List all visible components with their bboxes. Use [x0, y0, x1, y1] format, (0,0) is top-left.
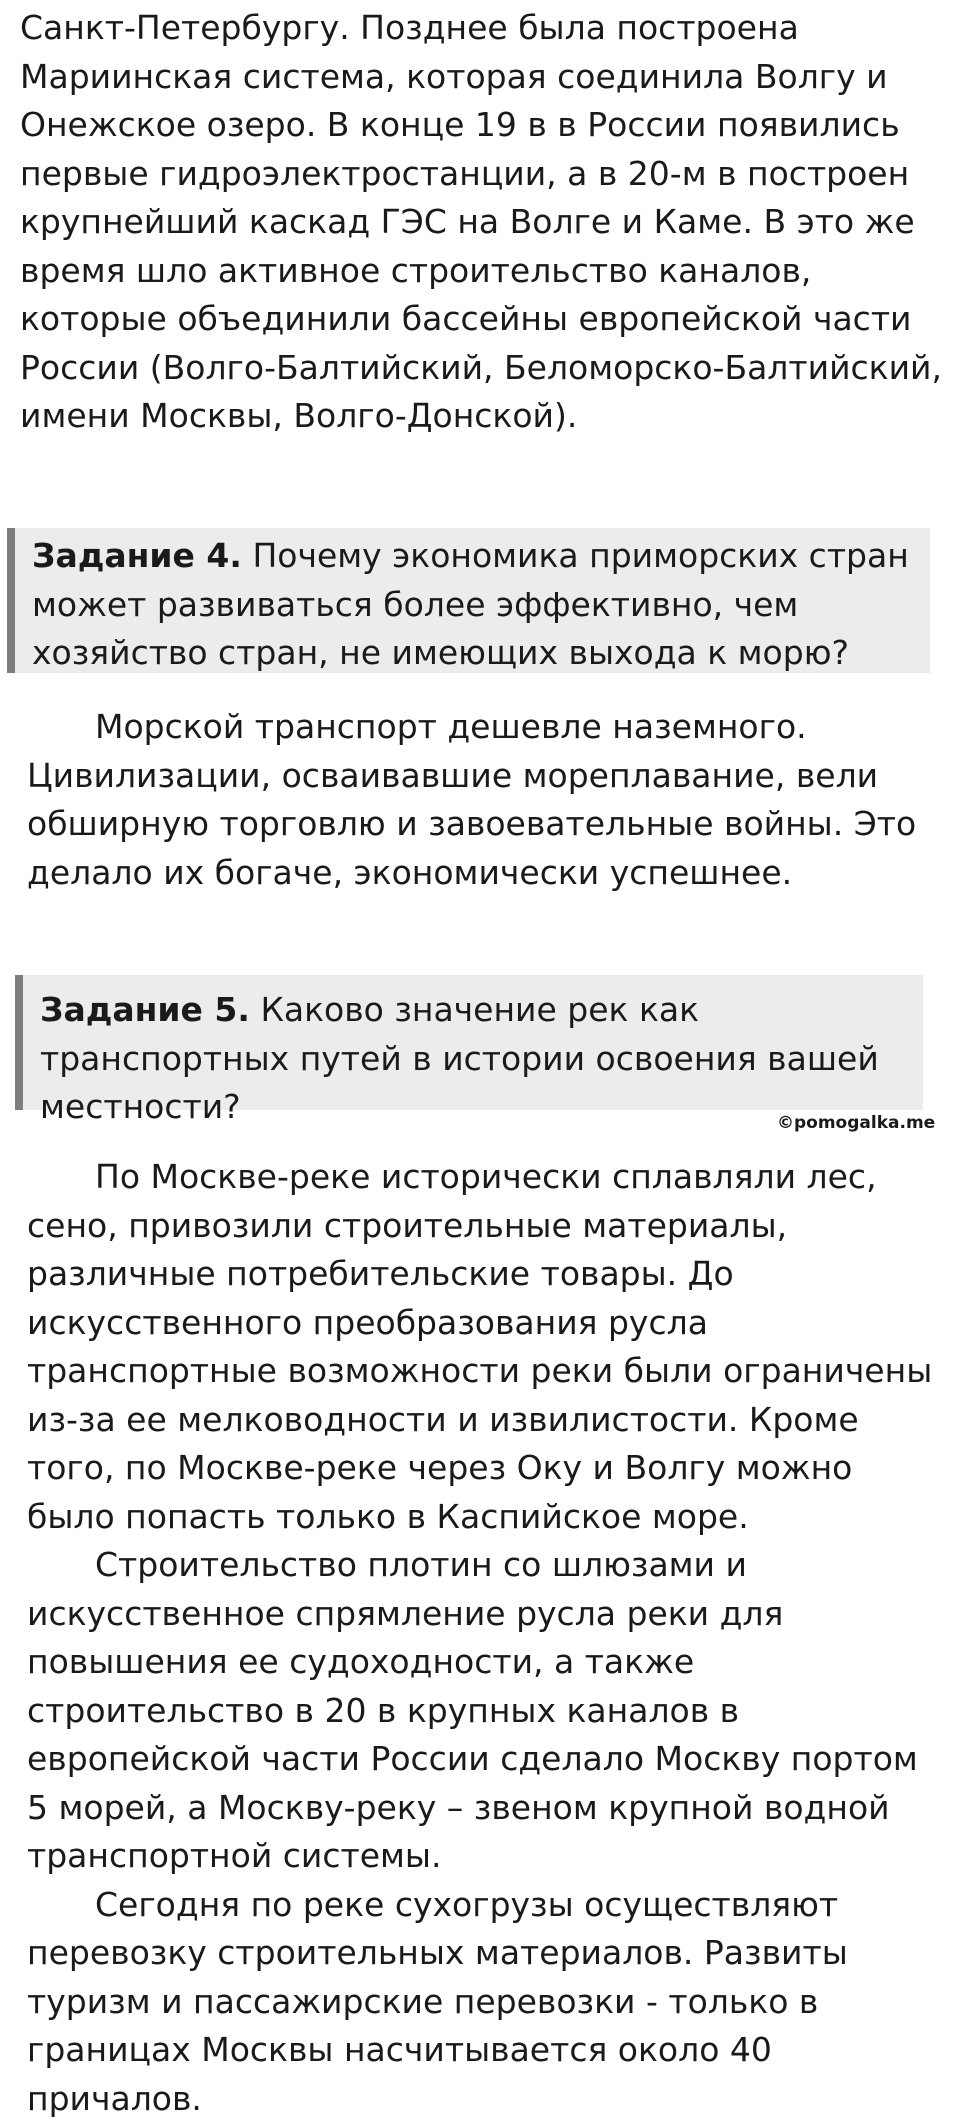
task-5-answer-paragraph-1: По Москве-реке исторически сплавляли лес, сено, привозили строительные материалы, различные потребительские товары. До искусственного преобразования русла транспортные возможности реки были ограничены из-за ее мелководности и извилистости. Кроме того, по Москве-реке через Оку и Волгу можно было попасть только в Каспийское море. — [27, 1153, 947, 1541]
task-5-answer — [27, 1153, 947, 2123]
task-4-answer-paragraph: Морской транспорт дешевле наземного. Цивилизации, осваивавшие мореплавание, вели обширную торговлю и завоевательные войны. Это делало их богаче, экономически успешнее. — [27, 703, 947, 897]
intro-paragraph: Санкт-Петербургу. Позднее была построена Мариинская система, которая соединила Волгу и Онежское озеро. В конце 19 в в России появились первые гидроэлектростанции, а в 20-м в построен крупнейший каскад ГЭС на Волге и Каме. В это же время шло активное строительство каналов, которые объединили бассейны европейской части России (Волго-Балтийский, Беломорско-Балтийский, имени Москвы, Волго-Донской). — [20, 4, 945, 441]
task-5-answer-paragraph-3: Сегодня по реке сухогрузы осуществляют перевозку строительных материалов. Развиты туризм и пассажирские перевозки - только в границах Москвы насчитывается около 40 причалов. — [27, 1881, 947, 2123]
task-4-question-text — [32, 532, 930, 678]
task-4-question: Почему экономика приморских стран может развиваться более эффективно, чем хозяйство стран, не имеющих выхода к морю? — [32, 536, 909, 672]
task-4-label: Задание 4. — [32, 536, 242, 575]
task-5-answer-paragraph-2: Строительство плотин со шлюзами и искусственное спрямление русла реки для повышения ее судоходности, а также строительство в 20 в крупных каналов в европейской части России сделало Москву портом 5 морей, а Москву-реку – звеном крупной водной транспортной системы. — [27, 1541, 947, 1881]
task-5-box — [15, 975, 923, 1110]
task-5-question: Каково значение рек как транспортных путей в истории освоения вашей местности? — [40, 990, 879, 1126]
task-5-label: Задание 5. — [40, 990, 250, 1029]
task-4-answer — [27, 703, 947, 897]
task-4-box — [7, 528, 930, 673]
task-5-question-text — [40, 986, 923, 1132]
site-watermark: ©pomogalka.me — [777, 1113, 935, 1133]
